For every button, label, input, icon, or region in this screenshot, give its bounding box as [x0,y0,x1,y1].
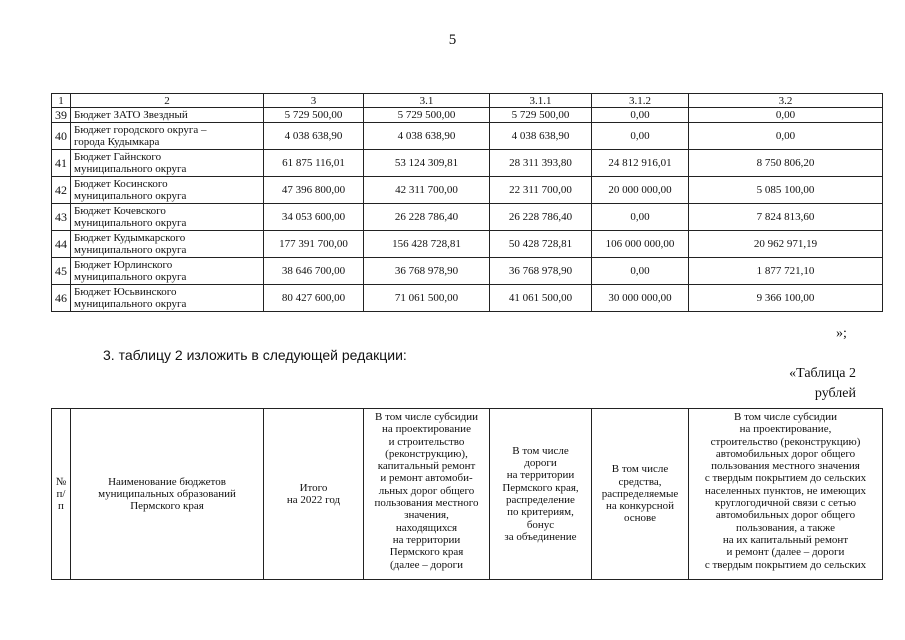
header-num: № п/п [52,409,71,580]
table-2-unit: рублей [814,386,856,401]
table-row [52,204,883,231]
total-value: 34 053 600,00 [264,204,364,231]
header-subsidies: В том числе субсидии на проектирование и строительство (реконструкцию), капитальный ремонт и ремонт автомоби- льных дорог общего пользования местного значения, находящихся на территории Пермского края (далее – дороги [364,409,490,580]
header-roads: В том числе дороги на территории Пермского края, распределение по критериям, бонус за объединение [490,409,592,580]
municipality-name: Бюджет ЗАТО Звездный [71,108,264,123]
subsidy-value: 5 729 500,00 [364,108,490,123]
row-number: 40 [52,123,71,150]
rural-roads-value: 1 877 721,10 [689,258,883,285]
rural-roads-value: 8 750 806,20 [689,150,883,177]
criteria-value: 22 311 700,00 [490,177,592,204]
total-value: 177 391 700,00 [264,231,364,258]
budget-table-continuation [51,93,883,312]
table-header-row [52,94,883,108]
criteria-value: 26 228 786,40 [490,204,592,231]
subsidy-value: 4 038 638,90 [364,123,490,150]
criteria-value: 28 311 393,80 [490,150,592,177]
contest-value: 0,00 [592,204,689,231]
municipality-name: Бюджет Кудымкарского муниципального округа [71,231,264,258]
criteria-value: 50 428 728,81 [490,231,592,258]
subsidy-value: 156 428 728,81 [364,231,490,258]
header-cell: 1 [52,94,71,108]
rural-roads-value: 5 085 100,00 [689,177,883,204]
header-contest: В том числе средства, распределяемые на конкурсной основе [592,409,689,580]
amendment-item-3: 3. таблицу 2 изложить в следующей редакции: [103,347,407,363]
rural-roads-value: 20 962 971,19 [689,231,883,258]
table-2-header-row [52,409,883,580]
total-value: 47 396 800,00 [264,177,364,204]
budget-table-2 [51,408,883,580]
total-value: 61 875 116,01 [264,150,364,177]
municipality-name: Бюджет городского округа – города Кудымкара [71,123,264,150]
rural-roads-value: 0,00 [689,123,883,150]
row-number: 39 [52,108,71,123]
contest-value: 0,00 [592,123,689,150]
header-cell: 3.1.2 [592,94,689,108]
subsidy-value: 36 768 978,90 [364,258,490,285]
contest-value: 20 000 000,00 [592,177,689,204]
table-row [52,123,883,150]
header-cell: 2 [71,94,264,108]
subsidy-value: 26 228 786,40 [364,204,490,231]
table-2-label: «Таблица 2 [789,366,856,381]
rural-roads-value: 9 366 100,00 [689,285,883,312]
municipality-name: Бюджет Гайнского муниципального округа [71,150,264,177]
contest-value: 0,00 [592,258,689,285]
table-row [52,150,883,177]
row-number: 45 [52,258,71,285]
closing-quote: »; [836,326,847,341]
header-cell: 3.1.1 [490,94,592,108]
criteria-value: 5 729 500,00 [490,108,592,123]
table-row [52,108,883,123]
header-name: Наименование бюджетов муниципальных образований Пермского края [71,409,264,580]
row-number: 41 [52,150,71,177]
header-cell: 3.1 [364,94,490,108]
contest-value: 24 812 916,01 [592,150,689,177]
contest-value: 106 000 000,00 [592,231,689,258]
municipality-name: Бюджет Юсьвинского муниципального округа [71,285,264,312]
contest-value: 0,00 [592,108,689,123]
table-row [52,258,883,285]
header-cell: 3.2 [689,94,883,108]
municipality-name: Бюджет Косинского муниципального округа [71,177,264,204]
rural-roads-value: 7 824 813,60 [689,204,883,231]
contest-value: 30 000 000,00 [592,285,689,312]
row-number: 46 [52,285,71,312]
row-number: 44 [52,231,71,258]
criteria-value: 4 038 638,90 [490,123,592,150]
municipality-name: Бюджет Юрлинского муниципального округа [71,258,264,285]
table-row [52,285,883,312]
table-row [52,177,883,204]
total-value: 4 038 638,90 [264,123,364,150]
total-value: 5 729 500,00 [264,108,364,123]
total-value: 80 427 600,00 [264,285,364,312]
subsidy-value: 71 061 500,00 [364,285,490,312]
row-number: 43 [52,204,71,231]
municipality-name: Бюджет Кочевского муниципального округа [71,204,264,231]
row-number: 42 [52,177,71,204]
page-number: 5 [448,32,457,48]
subsidy-value: 53 124 309,81 [364,150,490,177]
rural-roads-value: 0,00 [689,108,883,123]
total-value: 38 646 700,00 [264,258,364,285]
header-total: Итого на 2022 год [264,409,364,580]
criteria-value: 41 061 500,00 [490,285,592,312]
criteria-value: 36 768 978,90 [490,258,592,285]
subsidy-value: 42 311 700,00 [364,177,490,204]
header-cell: 3 [264,94,364,108]
table-row [52,231,883,258]
header-rural-roads: В том числе субсидии на проектирование, строительство (реконструкцию) автомобильных дорог общего пользования местного значения с твердым покрытием до сельских населенных пунктов, не имеющих круглогодичной связи с сетью автомобильных дорог общего пользования, а также на их капитальный ремонт и ремонт (далее – дороги с твердым покрытием до сельских [689,409,883,580]
